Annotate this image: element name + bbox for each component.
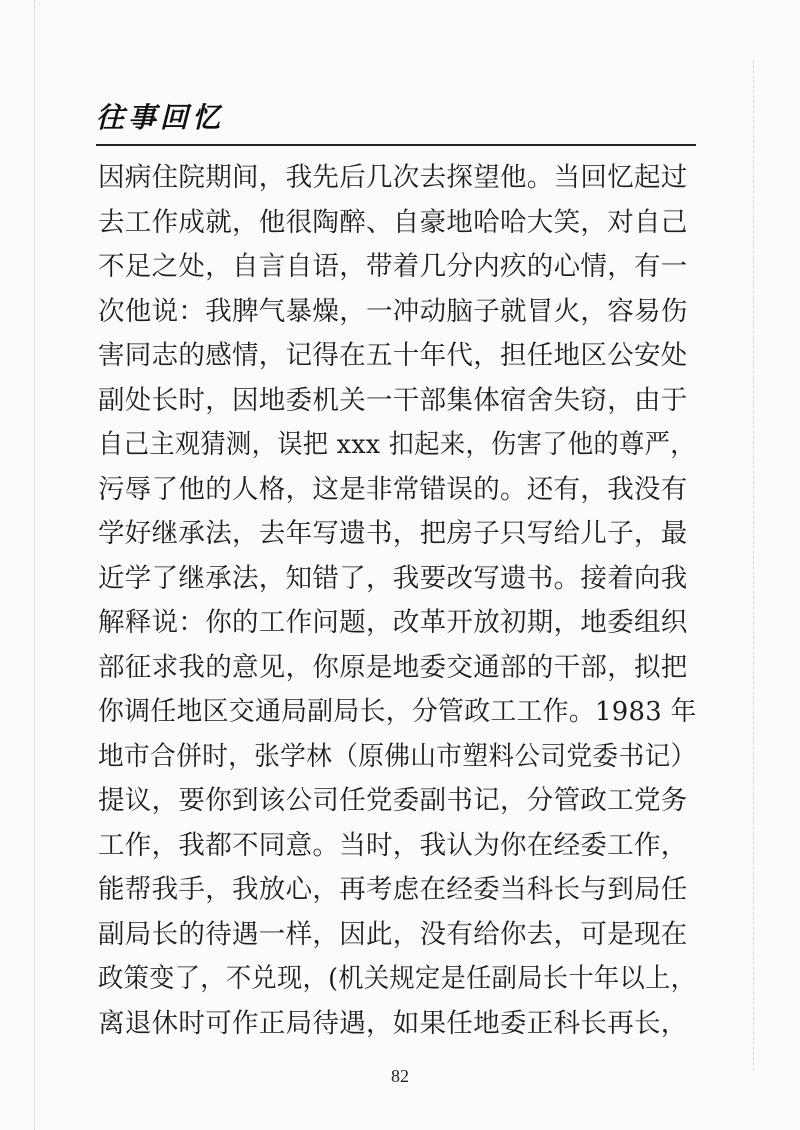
text-line: 解释说：你的工作问题，改革开放初期，地委组织 (98, 607, 688, 638)
body-text (98, 156, 696, 1046)
text-line: 你调任地区交通局副局长，分管政工工作。1983 年 (98, 696, 697, 727)
header-rule (96, 144, 696, 146)
text-line: 部征求我的意见，你原是地委交通部的干部，拟把 (98, 651, 688, 683)
text-line: 去工作成就，他很陶醉、自豪地哈哈大笑，对自己 (98, 206, 688, 238)
text-line: 因病住院期间，我先后几次去探望他。当回忆起过 (98, 162, 688, 193)
running-header (96, 100, 696, 136)
text-line: 害同志的感情，记得在五十年代，担任地区公安处 (98, 340, 688, 371)
text-line: 自己主观猜测，误把 xxx 扣起来，伤害了他的尊严， (98, 429, 696, 460)
text-line: 提议，要你到该公司任党委副书记，分管政工党务 (98, 785, 688, 816)
text-line: 副处长时，因地委机关一干部集体宿舍失窃，由于 (98, 384, 688, 416)
page-number: 82 (391, 1066, 409, 1086)
text-line: 副局长的待遇一样，因此，没有给你去，可是现在 (98, 918, 688, 950)
text-line: 地市合併时，张学林（原佛山市塑料公司党委书记） (98, 740, 697, 772)
text-line: 近学了继承法，知错了，我要改写遗书。接着向我 (98, 562, 688, 594)
scan-edge-left (34, 0, 35, 1130)
text-line: 政策变了，不兑现，(机关规定是任副局长十年以上， (98, 963, 697, 994)
section-title: 往事回忆 (96, 101, 225, 134)
text-line: 能帮我手，我放心，再考虑在经委当科长与到局任 (98, 874, 688, 905)
scan-edge-right (753, 60, 754, 1070)
text-line: 学好继承法，去年写遗书，把房子只写给儿子，最 (98, 518, 688, 549)
text-line: 工作，我都不同意。当时，我认为你在经委工作， (98, 829, 688, 861)
text-line: 污辱了他的人格，这是非常错误的。还有，我没有 (98, 473, 688, 505)
text-line: 次他说：我脾气暴燥，一冲动脑子就冒火，容易伤 (98, 295, 688, 327)
text-line: 离退休时可作正局待遇，如果任地委正科长再长， (98, 1007, 688, 1039)
text-line: 不足之处，自言自语，带着几分内疚的心情，有一 (98, 251, 688, 282)
